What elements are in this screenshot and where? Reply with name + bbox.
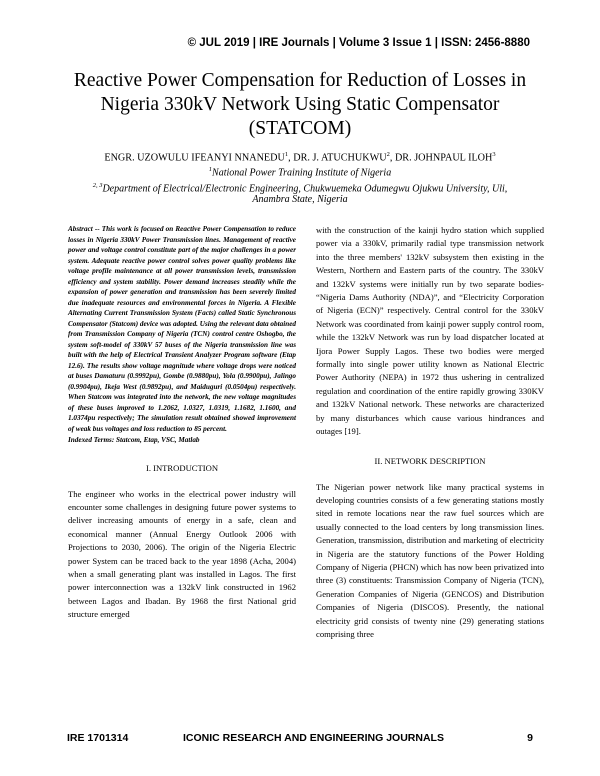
affiliation-superscript: 1	[208, 166, 213, 173]
title-line: Reactive Power Compensation for Reduction of Losses in	[73, 70, 527, 91]
index-terms: Indexed Terms: Statcom, Etap, VSC, Matlab	[68, 436, 200, 444]
section-heading-network-description: II. NETWORK DESCRIPTION	[374, 455, 486, 466]
author-superscript: 2	[386, 151, 390, 158]
author-name: ENGR. UZOWULU IFEANYI NNANEDU	[104, 152, 285, 164]
author-superscript: 3	[492, 151, 496, 158]
title-line: (STATCOM)	[248, 118, 352, 139]
footer-journal-name: ICONIC RESEARCH AND ENGINEERING JOURNALS	[183, 732, 444, 744]
affiliation-text: Department of Electrical/Electronic Engineering, Chukwuemeka Odumegwu Ojukwu University, Uli,	[102, 183, 508, 195]
footer-article-id: IRE 1701314	[67, 732, 129, 744]
section-heading-introduction: I. INTRODUCTION	[145, 462, 219, 473]
author-name: , DR. JOHNPAUL ILOH	[389, 152, 493, 164]
network-description-text: The Nigerian power network like many practical systems in developing countries consists of a few generating stations mostly sited in remote locations near the raw fuel sources which are usually connected to the load centers by long transmission lines. Generation, transmission, distribution and marketing of electricity in Nigeria are the statutory functions of the Power Holding Company of Nigeria (PHCN) which has now been privatized into three (3) constituents: Transmission Company of Nigeria (TCN), Generation Companies of Nigeria (GENCOS) and Distribution Companies of Nigeria (DISCOS). Presently, the national electricity grid consists of twenty nine (29) generating stations comprising three	[316, 481, 544, 639]
paper-title	[40, 69, 560, 141]
affiliation-1	[30, 163, 570, 179]
affiliation-text: National Power Training Institute of Nigeria	[212, 167, 392, 179]
left-column	[68, 224, 296, 622]
page-number: 9	[527, 732, 533, 744]
author-name: , DR. J. ATUCHUKWU	[288, 152, 387, 164]
introduction-continued-text: with the construction of the kainji hydro station which supplied power via a 330kV, primarily radial type transmission network into the three members' 132kV subsystem then existing in the Western, Northern and Eastern parts of the country. The 330kV and 132kV systems were initially run by two separate bodies- “Nigeria Dams Authority (NDA)”, and “Electricity Corporation of Nigeria (ECN)” respectively. Central control for the 330kV Network was coordinated from kainji power supply control room, while the 132kV Network was run by load dispatcher located at Ijora Power Supply Lagos. These two bodies were merged formally into single power utility known as National Electric Power Authority (NEPA) in 1972 thus ushering in centralized regulation and coordination of the entire rapidly growing 330KV and 132kV National network. These networks are characterized by many disturbances which cause various hindrances and outages [19].	[316, 225, 544, 437]
affiliation-3: Anambra State, Nigeria	[252, 194, 348, 205]
affiliation-superscript: 2, 3	[92, 182, 103, 189]
abstract: Abstract -- This work is focused on Reactive Power Compensation to reduce losses in Nigeria 330kV Power Transmission lines. Management of reactive power and voltage control constitute part of the major challenges in a power system. Adequate reactive power control solves power quality problems like voltage profile maintenance at all power transmission levels, transmission efficiency and system stability. Power demand increases steadily while the expansion of power generation and transmission has been severely limited due inadequate resources and environmental forces in Nigeria. A Flexible Alternating Current Transmission System (Facts) called Static Synchronous Compensator (Statcom) device was adopted. Using the relevant data obtained from Transmission Company of Nigeria (TCN) control centre Oshogbo, the system soft-model of 330kV 57 buses of the Nigeria transmission line was built with the help of Electrical Transient Analyzer Program software (Etap 12.6). The results show voltage magnitude where voltage drops were noticed at buses Damaturu (0.9992pu), Gombe (0.9880pu), Yola (0.9900pu), Jalingo (0.9904pu), Ikeja West (0.9892pu), and Maiduguri (0.0504pu) respectively. When Statcom was integrated into the network, the new voltage magnitudes of these buses improved to 1.2062, 1.0327, 1.0319, 1.1682, 1.1600, and 1.0374pu respectively; The simulation result obtained showed improvement of weak bus voltages and loss reduction to 85 percent.	[68, 225, 296, 433]
running-header: © JUL 2019 | IRE Journals | Volume 3 Issue 1 | ISSN: 2456-8880	[187, 37, 530, 49]
author-superscript: 1	[284, 151, 289, 158]
author-list	[30, 148, 570, 164]
right-column	[316, 224, 544, 641]
introduction-text: The engineer who works in the electrical power industry will encounter some challenges in designing future power systems to deliver increasing amounts of energy in a safe, clean and economical manner (Annual Energy Outlook 2006 with Projections to 2030, 2006). The origin of the Nigeria Electric power System can be traced back to the year 1898 (Acha, 2004) when a small generating plant was installed in Lagos. The first power interconnection was a 132kV link constructed in 1962 between Lagos and Ibadan. By 1968 the first National grid structure emerged	[68, 488, 296, 620]
title-line: Nigeria 330kV Network Using Static Compensator	[100, 94, 500, 115]
